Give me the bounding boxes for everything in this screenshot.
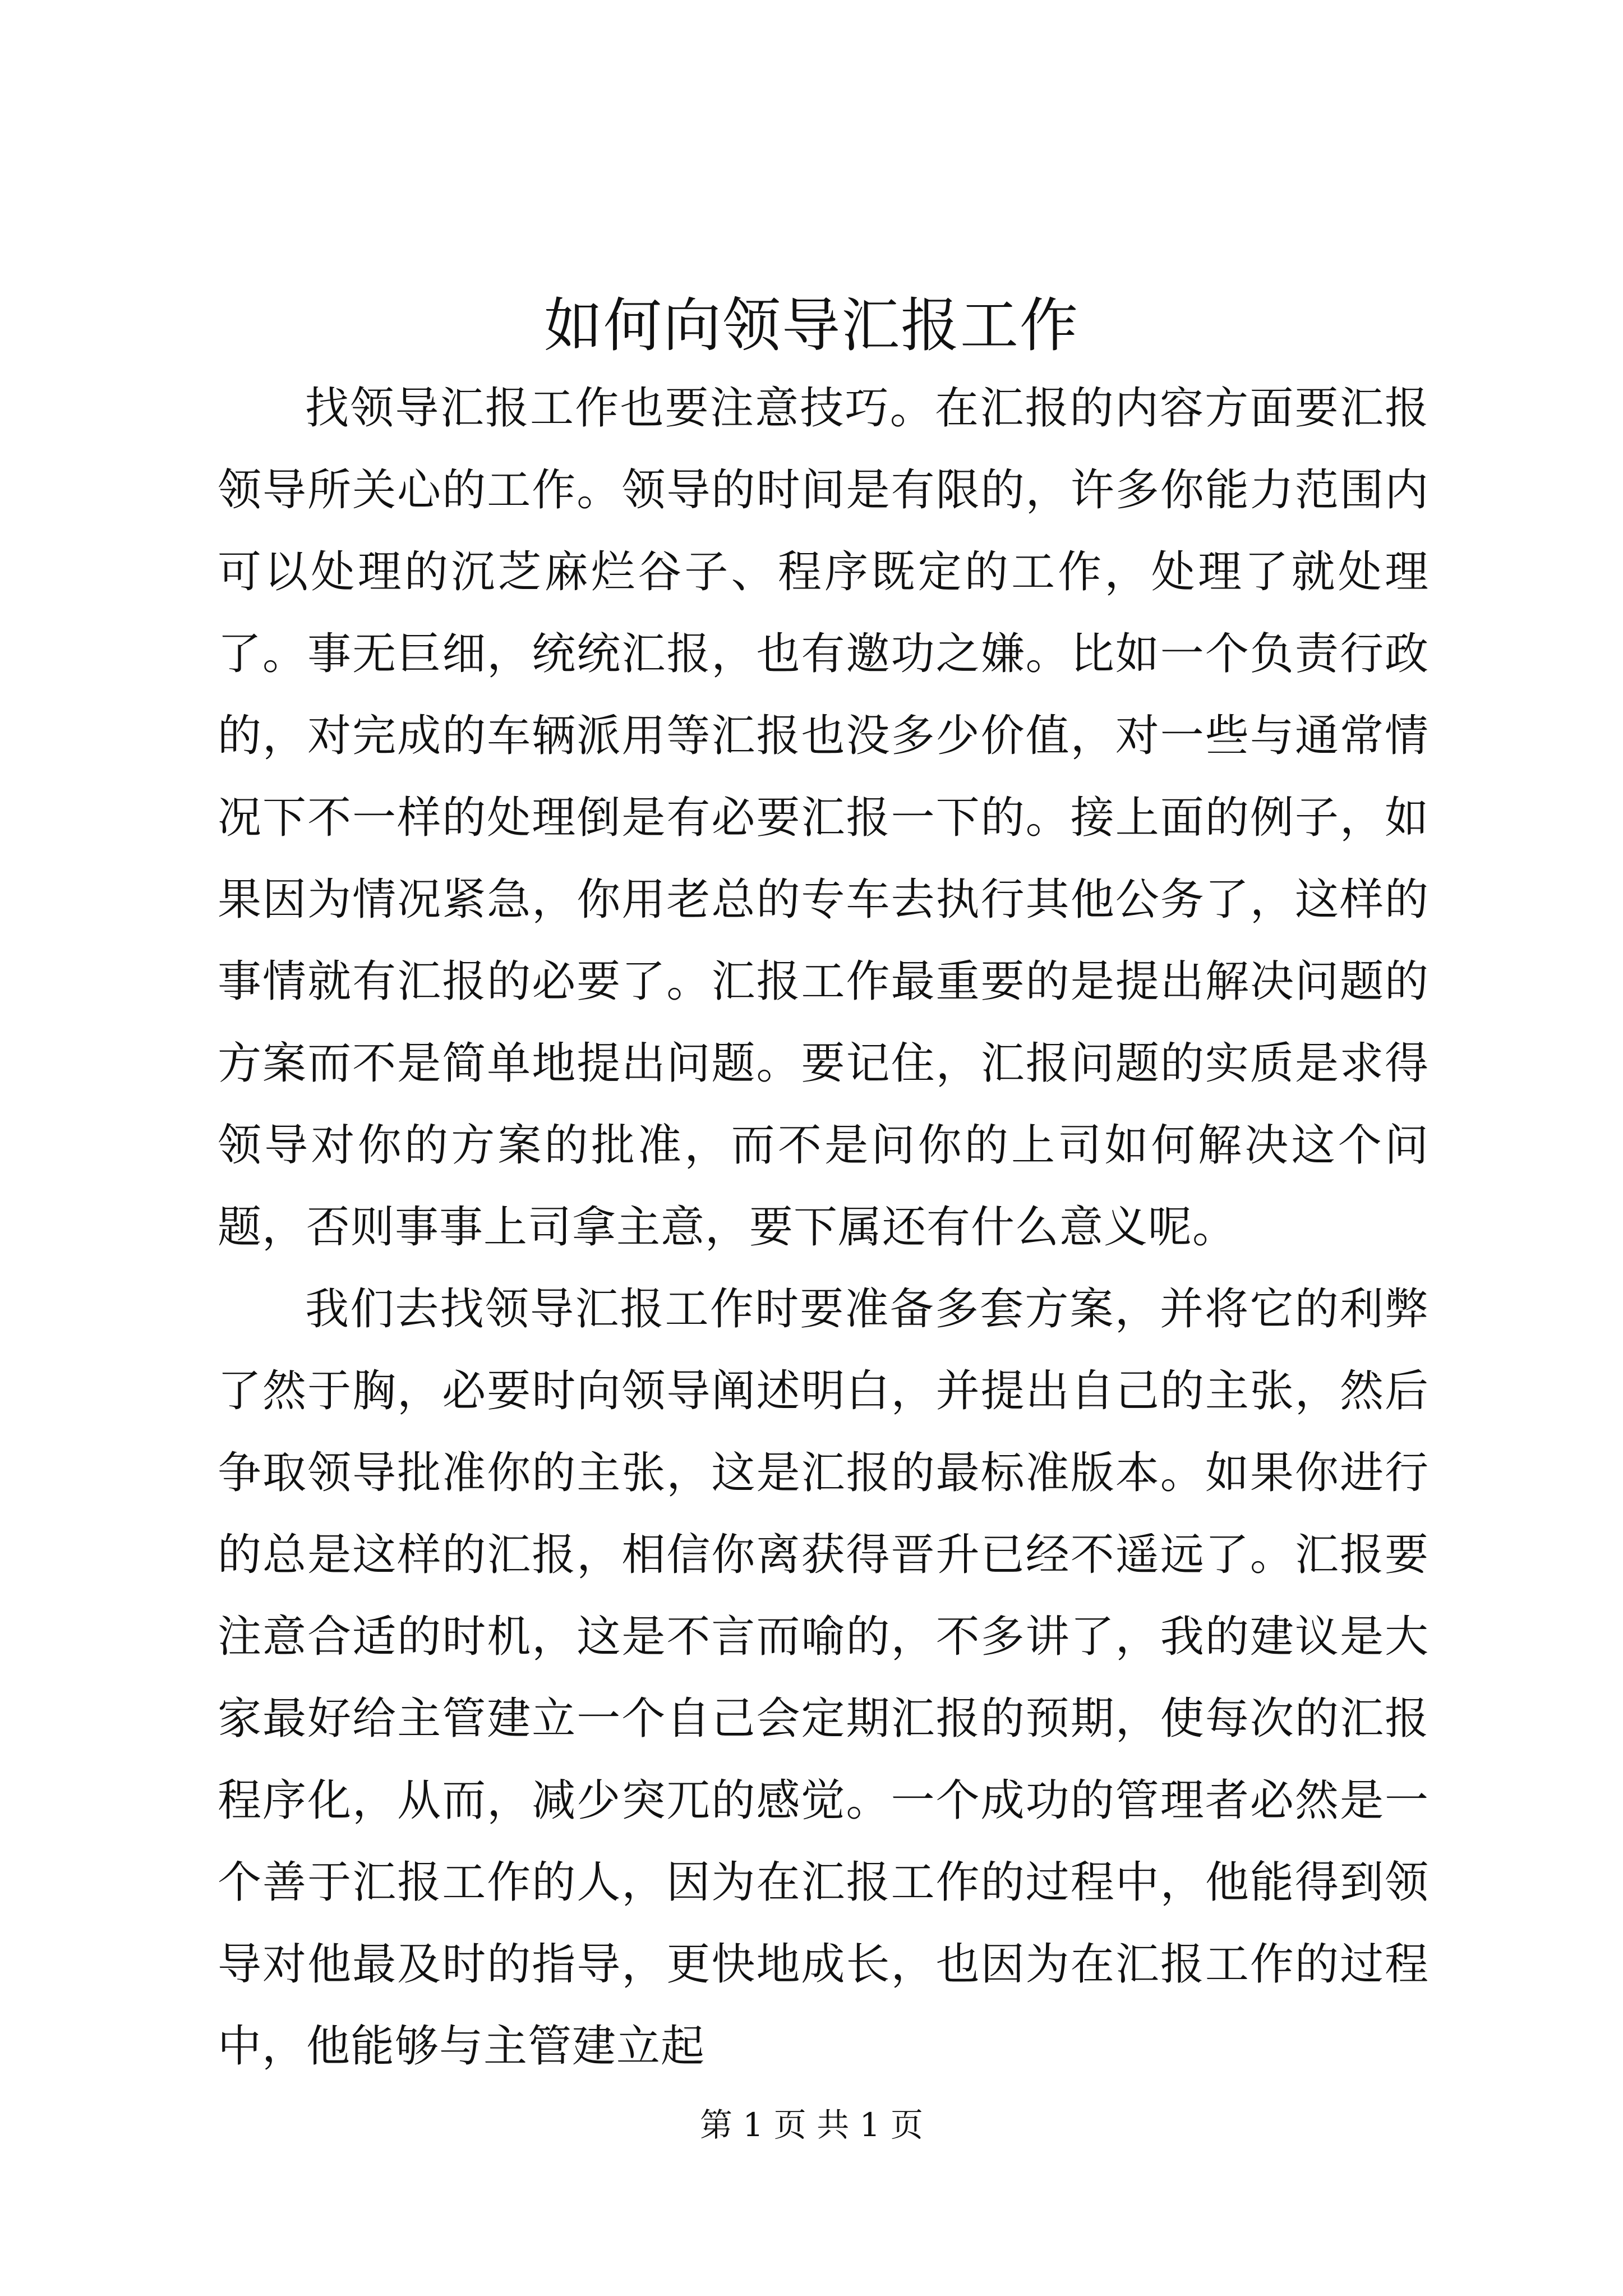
page-footer: 第 1 页 共 1 页 [700, 2106, 923, 2144]
paragraph-2: 我们去找领导汇报工作时要准备多套方案，并将它的利弊了然于胸，必要时向领导阐述明白，并提出自己的主张，然后争取领导批准你的主张，这是汇报的最标准版本。如果你进行的总是这样的汇报，相信你离获得晋升已经不遥远了。汇报要注意合适的时机，这是不言而喻的，不多讲了，我的建议是大家最好给主管建立一个自己会定期汇报的预期，使每次的汇报程序化，从而，减少突兀的感觉。一个成功的管理者必然是一个善于汇报工作的人，因为在汇报工作的过程中，他能得到领导对他最及时的指导，更快地成长，也因为在汇报工作的过程中，他能够与主管建立起 [218, 1284, 1429, 2072]
paragraph-1: 找领导汇报工作也要注意技巧。在汇报的内容方面要汇报领导所关心的工作。领导的时间是有限的，许多你能力范围内可以处理的沉芝麻烂谷子、程序既定的工作，处理了就处理了。事无巨细，统统汇报，也有邀功之嫌。比如一个负责行政的，对完成的车辆派用等汇报也没多少价值，对一些与通常情况下不一样的处理倒是有必要汇报一下的。接上面的例子，如果因为情况紧急，你用老总的专车去执行其他公务了，这样的事情就有汇报的必要了。汇报工作最重要的是提出解决问题的方案而不是简单地提出问题。要记住，汇报问题的实质是求得领导对你的方案的批准，而不是问你的上司如何解决这个问题，否则事事上司拿主意，要下属还有什么意义呢。 [218, 383, 1429, 1253]
document-title: 如何向领导汇报工作 [543, 291, 1079, 360]
document-body [218, 367, 1429, 2087]
